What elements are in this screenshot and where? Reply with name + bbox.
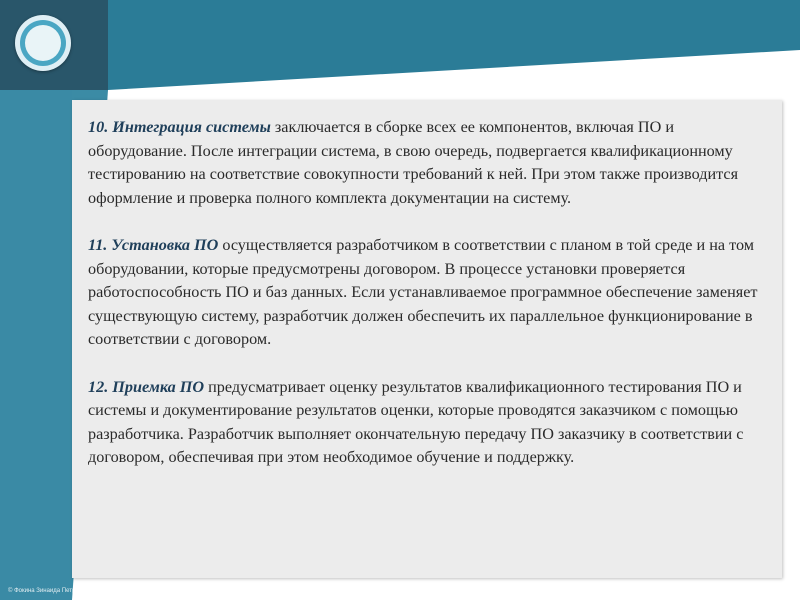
decorative-circle-core — [25, 25, 61, 61]
decorative-circle-ring — [20, 20, 66, 66]
teal-top-band — [108, 0, 800, 90]
paragraph-integration — [88, 116, 768, 210]
slide-body — [88, 116, 768, 494]
heading-installation: 11. Установка ПО — [88, 235, 219, 254]
paragraph-installation — [88, 234, 768, 352]
text-acceptance: предусматривает оценку результатов квалификационного тестирования ПО и системы и документирование результатов оценки, которые проводятся заказчиком с помощью разработчика. Разработчик выполняет окончательную передачу ПО заказчику в соответствии с договором, обеспечивая при этом необходимое обучение и поддержку. — [88, 377, 744, 467]
text-integration: заключается в сборке всех ее компонентов, включая ПО и оборудование. После интеграции система, в свою очередь, подвергается квалификационному тестированию на соответствие совокупности требований к ней. При этом также производится оформление и проверка полного комплекта документации на систему. — [88, 118, 739, 207]
text-installation: осуществляется разработчиком в соответствии с планом в той среде и на том оборудовании, которые предусмотрены договором. В процессе установки проверяется работоспособность ПО и баз данных. Если устанавливаемое программное обеспечение заменяет существующую систему, разработчик должен обеспечить их параллельное функционирование в соответствии с договором. — [88, 235, 758, 349]
teal-left-column-shade — [0, 90, 72, 600]
copyright-text: © Фокина Зинаида Петровна — [8, 588, 89, 594]
paragraph-acceptance — [88, 376, 768, 470]
heading-integration: 10. Интеграция системы — [88, 118, 271, 136]
heading-acceptance: 12. Приемка ПО — [88, 377, 205, 396]
decorative-circle-icon — [15, 15, 71, 71]
